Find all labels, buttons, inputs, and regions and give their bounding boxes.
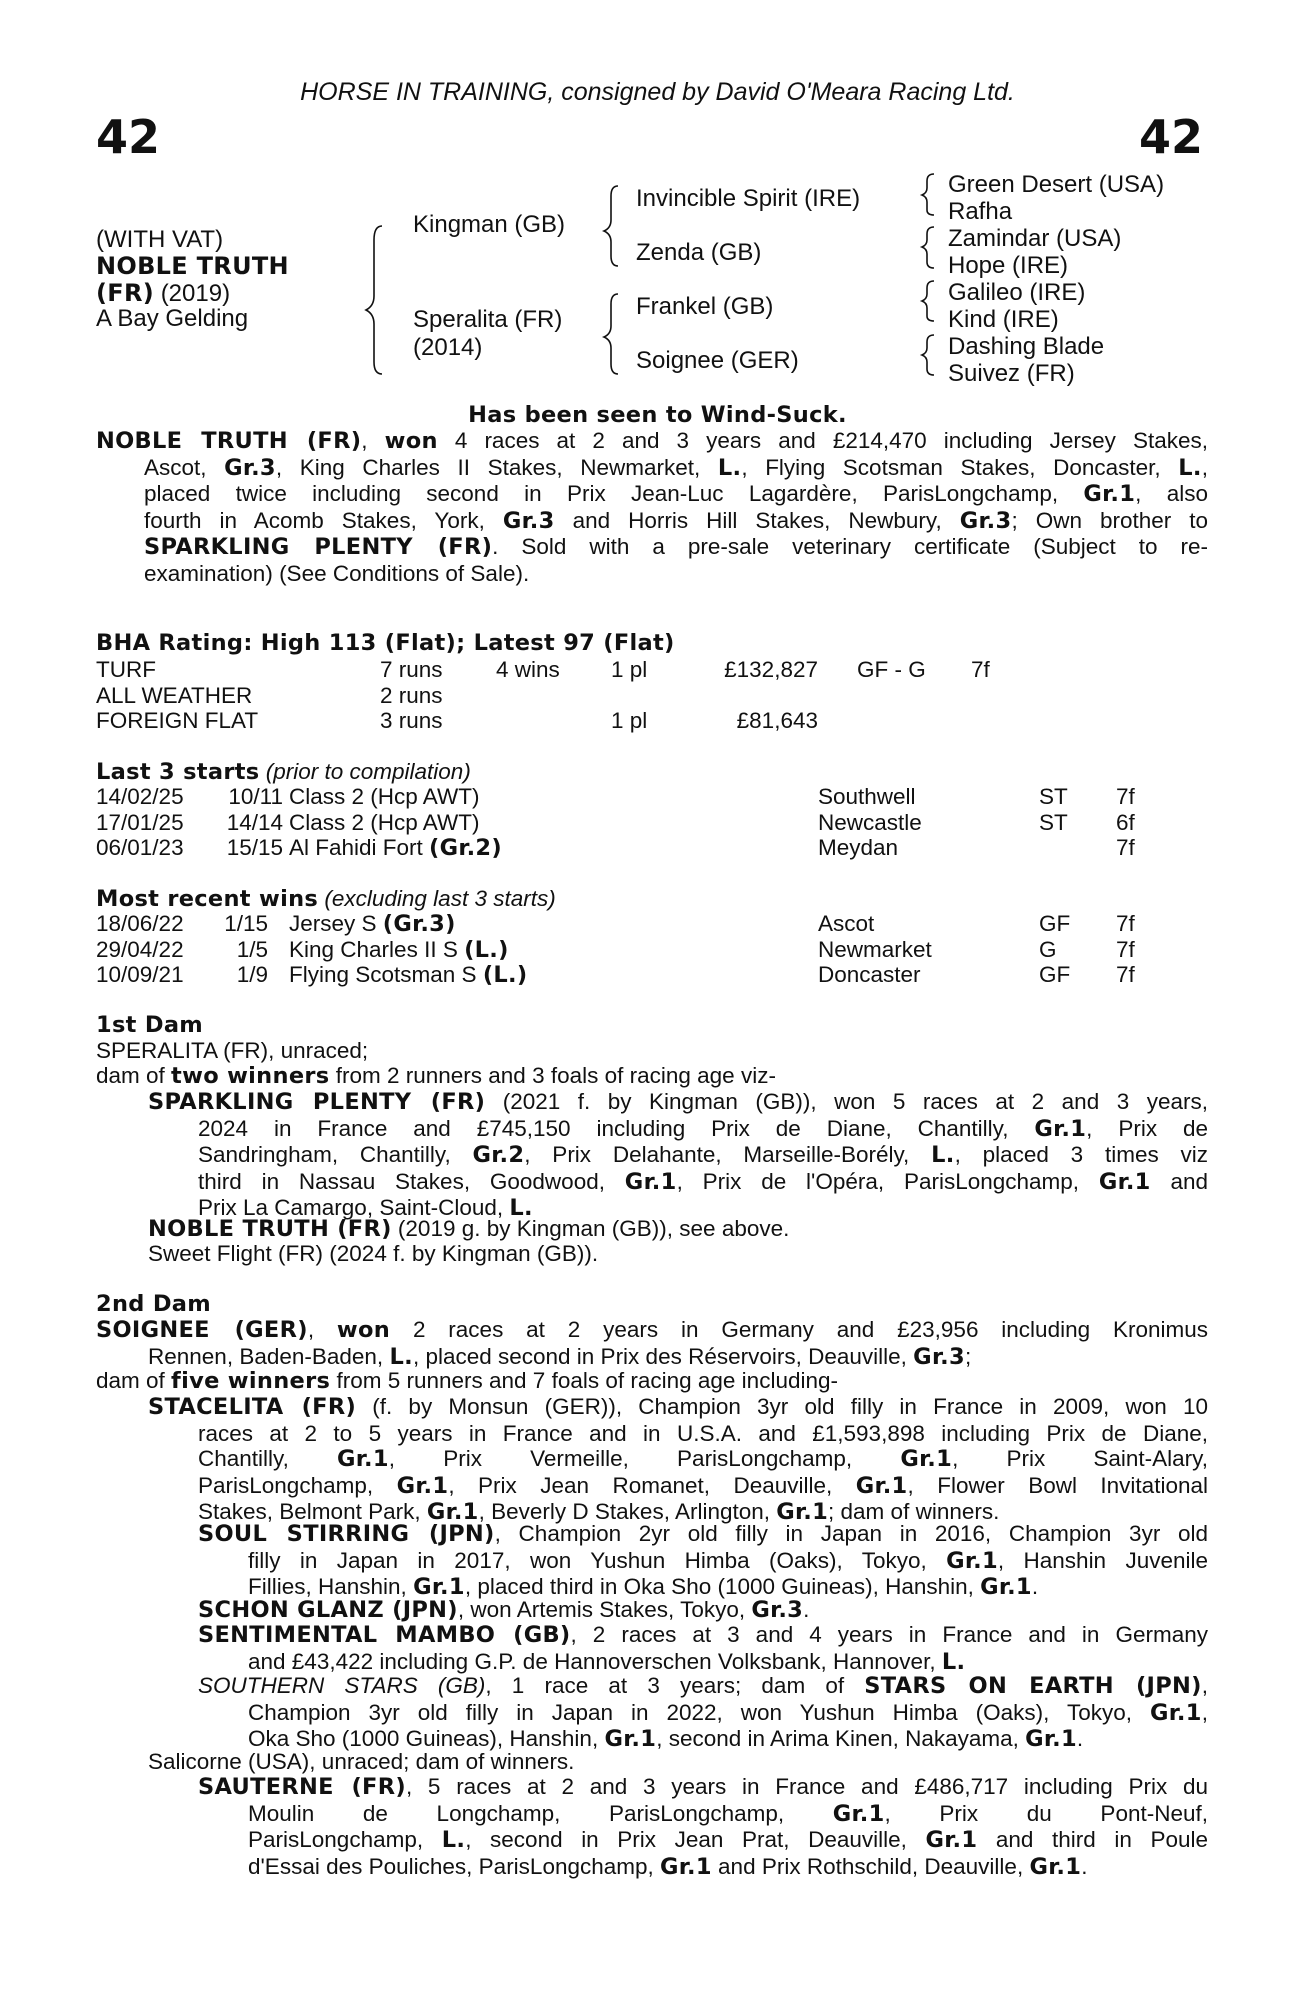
dam-sire: Frankel (GB) [636, 293, 774, 320]
rating-row-wins: 4 wins [496, 657, 560, 682]
rating-row-prize: £132,827 [724, 657, 818, 682]
lot-number-left: 42 [96, 110, 161, 164]
race-position: 14/14 [226, 809, 283, 835]
lot-number-right: 42 [1138, 110, 1203, 164]
dam2-offspring-intro: dam of five winners from 5 runners and 7 foals of racing age including- [96, 1368, 838, 1394]
dam-line1: Speralita (FR) [413, 306, 563, 333]
race-position: 1/5 [236, 936, 268, 962]
summary-horse-name: NOBLE TRUTH (FR) [96, 428, 362, 454]
brace-g3 [922, 281, 934, 321]
gg-1: Green Desert (USA) [948, 171, 1165, 198]
dam2-schon-glanz: SCHON GLANZ (JPN), won Artemis Stakes, Tokyo, Gr.3. [198, 1597, 810, 1623]
dam1-noble-truth: NOBLE TRUTH (FR) (2019 g. by Kingman (GB)), see above. [148, 1216, 790, 1242]
race-date: 18/06/22 [96, 911, 184, 936]
brace-sire [604, 186, 618, 266]
race-name: Flying Scotsman S (L.) [289, 962, 528, 988]
dam1-sparkling-plenty: SPARKLING PLENTY (FR) (2021 f. by Kingman (GB)), won 5 races at 2 and 3 years, 2024 in France and £745,150 including Prix de Diane, Chantilly, Gr.1, Prix de Sandringham, Chantilly, Gr.2, Prix Delahante, Marseille-Borély, L., placed 3 times viz third in Nassau Stakes, Goodwood, Gr.1, Prix de l'Opéra, ParisLongchamp, Gr.1 and Prix La Camargo, Saint-Cloud, L. [148, 1089, 1209, 1221]
race-going: G [1039, 936, 1057, 962]
gg-5: Galileo (IRE) [948, 279, 1086, 306]
race-course: Newcastle [818, 809, 922, 835]
gg-8: Suivez (FR) [948, 360, 1075, 387]
vat-note: (WITH VAT) [96, 226, 224, 253]
race-distance: 7f [1116, 911, 1135, 936]
race-going: ST [1039, 809, 1068, 835]
rating-row-prize: £81,643 [736, 708, 818, 733]
horse-description: A Bay Gelding [96, 305, 249, 332]
dam2-salicorne: Salicorne (USA), unraced; dam of winners. [148, 1749, 575, 1774]
soul-stirring-name: SOUL STIRRING (JPN) [198, 1521, 495, 1547]
brace-dam [604, 294, 618, 374]
dam2-stacelita: STACELITA (FR) (f. by Monsun (GER)), Champion 3yr old filly in France in 2009, won 10 races at 2 to 5 years in France and in U.S.A. and £1,593,898 including Prix de Diane, Chantilly, Gr.1, Prix Vermeille, ParisLongchamp, Gr.1, Prix Saint-Alary, ParisLongchamp, Gr.1, Prix Jean Romanet, Deauville, Gr.1, Flower Bowl Invitational Stakes, Belmont Park, Gr.1, Beverly D Stakes, Arlington, Gr.1; dam of winners. [148, 1394, 1209, 1525]
race-name: Al Fahidi Fort (Gr.2) [289, 835, 502, 861]
gg-2: Rafha [948, 198, 1013, 225]
race-position: 1/15 [224, 911, 268, 936]
rating-row-label: TURF [96, 657, 156, 682]
gg-6: Kind (IRE) [948, 306, 1059, 333]
dam1-line1: SPERALITA (FR), unraced; [96, 1038, 369, 1063]
race-distance: 6f [1116, 809, 1135, 835]
last3-note: (prior to compilation) [265, 759, 471, 784]
rating-row-label: FOREIGN FLAT [96, 708, 259, 733]
dam2-sentimental-mambo: SENTIMENTAL MAMBO (GB), 2 races at 3 and 4 years in France and in Germany and £43,422 including G.P. de Hannoverschen Volksbank, Hannover, L. [198, 1622, 1208, 1675]
race-going: ST [1039, 784, 1068, 809]
race-date: 06/01/23 [96, 835, 184, 860]
brace-sire-dam [366, 226, 382, 374]
rating-row-placed: 1 pl [611, 657, 648, 682]
dam1-sweet-flight: Sweet Flight (FR) (2024 f. by Kingman (GB)). [148, 1241, 599, 1266]
rating-row-placed: 1 pl [611, 708, 648, 733]
dam1-line2: dam of two winners from 2 runners and 3 foals of racing age viz- [96, 1063, 776, 1089]
rating-row-going: GF - G [857, 657, 926, 682]
race-position: 15/15 [226, 835, 283, 860]
dam2-soignee: SOIGNEE (GER), won 2 races at 2 years in Germany and £23,956 including Kronimus Rennen, Baden-Baden, L., placed second in Prix des Réservoirs, Deauville, Gr.3; [96, 1317, 1208, 1370]
race-going: GF [1039, 962, 1071, 987]
summary-l1: 4 races at 2 and 3 years and £214,470 including Jersey Stakes, [437, 428, 1208, 453]
rating-row-runs: 3 runs [380, 708, 443, 733]
recent-heading: Most recent wins [96, 886, 319, 912]
race-date: 14/02/25 [96, 784, 184, 809]
gg-7: Dashing Blade [948, 333, 1105, 360]
race-course: Doncaster [818, 962, 921, 987]
sire: Kingman (GB) [413, 211, 566, 238]
horse-year: (2019) [160, 280, 231, 307]
dam-line2: (2014) [413, 334, 483, 361]
soignee-name: SOIGNEE (GER) [96, 1317, 308, 1343]
race-date: 10/09/21 [96, 962, 184, 987]
wind-suck-notice: Has been seen to Wind-Suck. [468, 402, 847, 428]
summary-won: won [384, 428, 438, 454]
race-course: Southwell [818, 784, 916, 809]
horse-name: NOBLE TRUTH [96, 252, 289, 280]
race-grade: (Gr.2) [429, 835, 502, 861]
race-distance: 7f [1116, 936, 1135, 962]
race-name: Jersey S (Gr.3) [289, 911, 456, 937]
dam2-soul-stirring: SOUL STIRRING (JPN), Champion 2yr old filly in Japan in 2016, Champion 3yr old filly in Japan in 2017, won Yushun Himba (Oaks), Tokyo, Gr.1, Hanshin Juvenile Fillies, Hanshin, Gr.1, placed third in Oka Sho (1000 Guineas), Hanshin, Gr.1. [198, 1521, 1208, 1600]
race-name: Class 2 (Hcp AWT) [289, 809, 480, 835]
gg-4: Hope (IRE) [948, 252, 1069, 279]
race-course: Newmarket [818, 936, 932, 962]
brace-g2 [922, 227, 934, 268]
dam-dam: Soignee (GER) [636, 347, 799, 374]
gg-3: Zamindar (USA) [948, 225, 1122, 252]
race-distance: 7f [1116, 962, 1135, 987]
last3-heading: Last 3 starts [96, 759, 260, 785]
race-name: King Charles II S (L.) [289, 936, 509, 963]
race-position: 1/9 [236, 962, 268, 987]
race-going: GF [1039, 911, 1071, 936]
race-course: Meydan [818, 835, 899, 860]
last3-heading-line [96, 759, 471, 786]
rating-row-runs: 7 runs [380, 657, 443, 682]
dam2-southern-stars: SOUTHERN STARS (GB), 1 race at 3 years; dam of STARS ON EARTH (JPN), Champion 3yr old filly in Japan in 2022, won Yushun Himba (Oaks), Tokyo, Gr.1, Oka Sho (1000 Guineas), Hanshin, Gr.1, second in Arima Kinen, Nakayama, Gr.1. [198, 1673, 1208, 1752]
rating-row-distance: 7f [971, 657, 990, 682]
race-grade: (L.) [464, 936, 509, 963]
page-header: HORSE IN TRAINING, consigned by David O'Meara Racing Ltd. [300, 78, 1015, 106]
dam2-sauterne: SAUTERNE (FR), 5 races at 2 and 3 years in France and £486,717 including Prix du Moulin de Longchamp, ParisLongchamp, Gr.1, Prix du Pont-Neuf, ParisLongchamp, L., second in Prix Jean Prat, Deauville, Gr.1 and third in Poule d'Essai des Pouliches, ParisLongchamp, Gr.1 and Prix Rothschild, Deauville, Gr.1. [198, 1774, 1209, 1880]
race-date: 17/01/25 [96, 809, 184, 835]
race-distance: 7f [1116, 835, 1135, 860]
sire-sire: Invincible Spirit (IRE) [636, 185, 861, 212]
brace-g1 [922, 174, 934, 215]
race-course: Ascot [818, 911, 875, 936]
race-grade: (Gr.3) [382, 911, 456, 937]
rating-row-label: ALL WEATHER [96, 682, 253, 708]
recent-heading-line [96, 886, 556, 913]
horse-country: (FR) [96, 279, 155, 307]
race-grade: (L.) [482, 962, 528, 988]
summary-paragraph: NOBLE TRUTH (FR), won 4 races at 2 and 3 years and £214,470 including Jersey Stakes, Ascot, Gr.3, King Charles II Stakes, Newmarket, L., Flying Scotsman Stakes, Doncaster, L., placed twice including second in Prix Jean-Luc Lagardère, ParisLongchamp, Gr.1, also fourth in Acomb Stakes, York, Gr.3 and Horris Hill Stakes, Newbury, Gr.3; Own brother to SPARKLING PLENTY (FR). Sold with a pre-sale veterinary certificate (Subject to re- examination) (See Conditions of Sale). [96, 428, 1209, 586]
rating-row-runs: 2 runs [380, 682, 443, 708]
stacelita-name: STACELITA (FR) [148, 1394, 357, 1420]
race-distance: 7f [1116, 784, 1135, 809]
recent-note: (excluding last 3 starts) [324, 886, 556, 911]
sire-dam: Zenda (GB) [636, 239, 762, 266]
race-date: 29/04/22 [96, 936, 184, 962]
race-name: Class 2 (Hcp AWT) [289, 784, 480, 809]
dam1-heading: 1st Dam [96, 1012, 204, 1038]
race-position: 10/11 [228, 784, 283, 809]
dam2-heading: 2nd Dam [96, 1291, 212, 1317]
rating-heading: BHA Rating: High 113 (Flat); Latest 97 (Flat) [96, 630, 675, 656]
brace-g4 [922, 335, 934, 375]
sparkling-plenty-name: SPARKLING PLENTY (FR) [148, 1089, 486, 1115]
